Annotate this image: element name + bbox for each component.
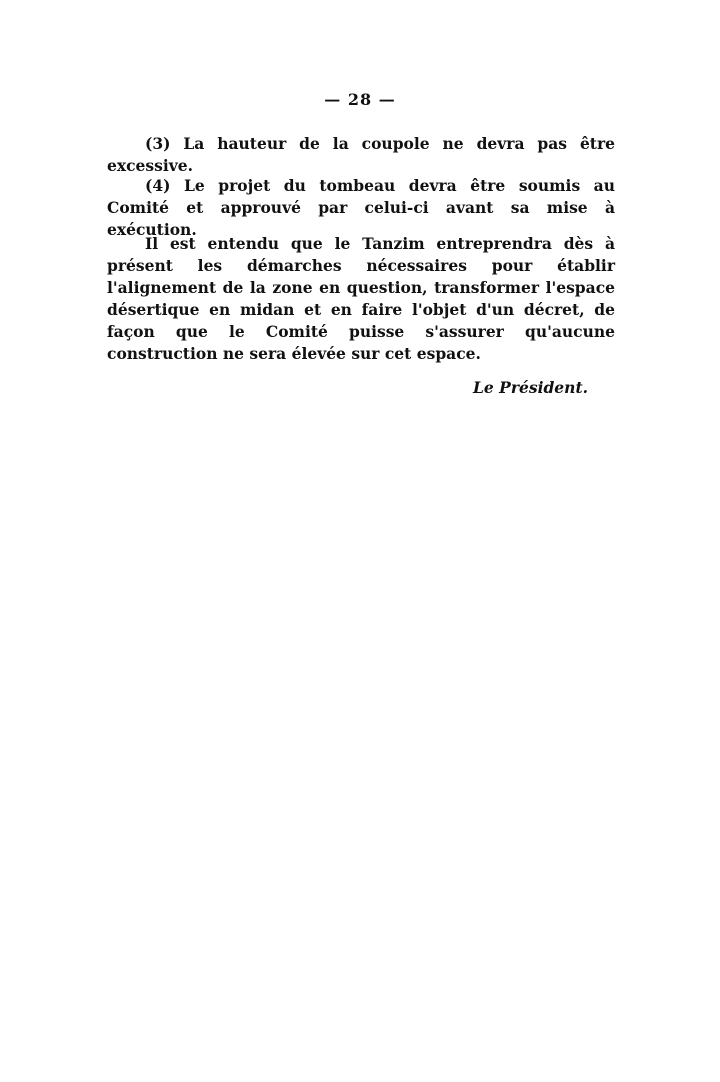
paragraph-4-tomb-project: (4) Le projet du tombeau devra être soumis au Comité et approuvé par celui-ci avant sa mise à exécution. — [107, 176, 615, 239]
signature-president: Le Président. — [473, 378, 588, 397]
paragraph-tanzim-alignment: Il est entendu que le Tanzim entreprendra dès à présent les démarches nécessaires pour établir l'alignement de la zone en question, transformer l'espace désertique en midan et en faire l'objet d'un décret, de façon que le Comité puisse s'assurer qu'aucune construction ne sera élevée sur cet espace. — [107, 234, 615, 363]
paragraph-3-cupola-height: (3) La hauteur de la coupole ne devra pas être excessive. — [107, 134, 615, 175]
page-number: — 28 — — [324, 90, 396, 109]
